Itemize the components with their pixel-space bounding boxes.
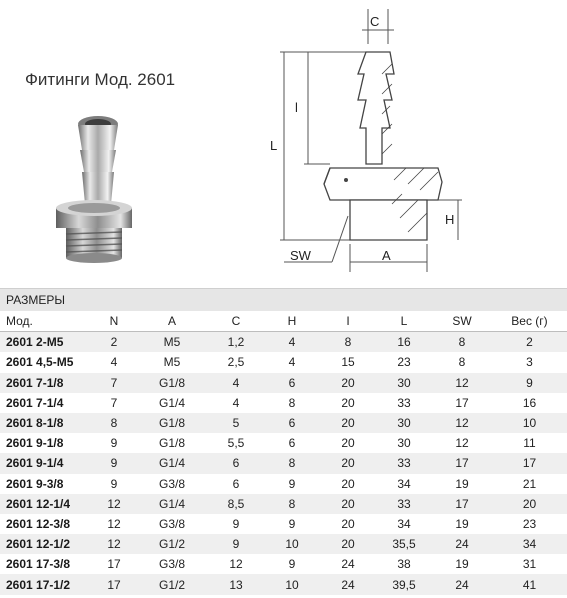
value-cell: G1/8 [136, 373, 208, 393]
model-cell: 2601 12-1/4 [0, 494, 92, 514]
value-cell: 20 [320, 534, 376, 554]
model-cell: 2601 12-3/8 [0, 514, 92, 534]
value-cell: G3/8 [136, 554, 208, 574]
value-cell: 20 [320, 413, 376, 433]
column-header: SW [432, 311, 492, 332]
value-cell: 9 [264, 474, 320, 494]
value-cell: 4 [264, 332, 320, 353]
value-cell: 20 [320, 373, 376, 393]
value-cell: 1,2 [208, 332, 264, 353]
value-cell: 10 [264, 534, 320, 554]
model-cell: 2601 8-1/8 [0, 413, 92, 433]
value-cell: 9 [208, 514, 264, 534]
value-cell: 16 [376, 332, 432, 353]
column-header: Вес (г) [492, 311, 567, 332]
dim-label-l-small: l [295, 100, 298, 115]
column-header: I [320, 311, 376, 332]
table-row [0, 352, 567, 372]
value-cell: 38 [376, 554, 432, 574]
technical-drawing [262, 4, 462, 274]
value-cell: M5 [136, 332, 208, 353]
model-cell: 2601 9-1/4 [0, 453, 92, 473]
value-cell: 9 [264, 514, 320, 534]
value-cell: 33 [376, 393, 432, 413]
value-cell: 3 [492, 352, 567, 372]
table-row [0, 332, 567, 353]
value-cell: 19 [432, 554, 492, 574]
value-cell: 20 [320, 453, 376, 473]
value-cell: 21 [492, 474, 567, 494]
value-cell: 12 [432, 433, 492, 453]
value-cell: 7 [92, 373, 136, 393]
value-cell: 5,5 [208, 433, 264, 453]
table-row [0, 514, 567, 534]
value-cell: 35,5 [376, 534, 432, 554]
value-cell: 17 [92, 554, 136, 574]
value-cell: 6 [264, 373, 320, 393]
value-cell: 16 [492, 393, 567, 413]
column-header: N [92, 311, 136, 332]
value-cell: 2,5 [208, 352, 264, 372]
model-cell: 2601 17-1/2 [0, 574, 92, 594]
value-cell: 31 [492, 554, 567, 574]
value-cell: 7 [92, 393, 136, 413]
value-cell: 9 [208, 534, 264, 554]
value-cell: 8 [264, 494, 320, 514]
value-cell: 6 [208, 474, 264, 494]
value-cell: 2 [492, 332, 567, 353]
value-cell: 6 [264, 413, 320, 433]
value-cell: 8 [432, 332, 492, 353]
value-cell: 13 [208, 574, 264, 594]
dim-label-sw: SW [290, 248, 311, 263]
value-cell: G1/2 [136, 534, 208, 554]
value-cell: 19 [432, 514, 492, 534]
value-cell: G1/4 [136, 393, 208, 413]
table-row [0, 554, 567, 574]
value-cell: 6 [208, 453, 264, 473]
dim-label-h: H [445, 212, 455, 227]
value-cell: 30 [376, 373, 432, 393]
value-cell: M5 [136, 352, 208, 372]
table-row [0, 574, 567, 594]
model-cell: 2601 4,5-M5 [0, 352, 92, 372]
dimensions-table-container [0, 288, 567, 595]
value-cell: 12 [208, 554, 264, 574]
value-cell: 4 [92, 352, 136, 372]
value-cell: 20 [320, 494, 376, 514]
model-cell: 2601 12-1/2 [0, 534, 92, 554]
value-cell: 11 [492, 433, 567, 453]
value-cell: 4 [208, 393, 264, 413]
column-header: C [208, 311, 264, 332]
column-header: Мод. [0, 311, 92, 332]
dim-label-l-big: L [270, 138, 278, 153]
value-cell: 33 [376, 453, 432, 473]
value-cell: 23 [492, 514, 567, 534]
table-row [0, 373, 567, 393]
table-row [0, 453, 567, 473]
value-cell: 9 [492, 373, 567, 393]
value-cell: 10 [492, 413, 567, 433]
table-body [0, 332, 567, 595]
value-cell: G1/4 [136, 453, 208, 473]
value-cell: 8,5 [208, 494, 264, 514]
table-row [0, 534, 567, 554]
dim-label-c: C [370, 14, 380, 29]
value-cell: 4 [208, 373, 264, 393]
table-section-title: РАЗМЕРЫ [0, 288, 567, 311]
value-cell: 8 [432, 352, 492, 372]
fitting-photo [40, 108, 135, 273]
value-cell: 34 [376, 474, 432, 494]
value-cell: 2 [92, 332, 136, 353]
value-cell: 24 [432, 534, 492, 554]
value-cell: 8 [264, 453, 320, 473]
value-cell: 17 [432, 494, 492, 514]
value-cell: 33 [376, 494, 432, 514]
value-cell: 9 [92, 474, 136, 494]
value-cell: 19 [432, 474, 492, 494]
value-cell: G1/8 [136, 433, 208, 453]
value-cell: 20 [492, 494, 567, 514]
value-cell: 30 [376, 413, 432, 433]
value-cell: G3/8 [136, 474, 208, 494]
value-cell: 10 [264, 574, 320, 594]
model-cell: 2601 9-3/8 [0, 474, 92, 494]
value-cell: 34 [492, 534, 567, 554]
table-row [0, 494, 567, 514]
model-cell: 2601 2-M5 [0, 332, 92, 353]
value-cell: G1/8 [136, 413, 208, 433]
value-cell: G1/2 [136, 574, 208, 594]
value-cell: 12 [432, 413, 492, 433]
model-cell: 2601 7-1/8 [0, 373, 92, 393]
value-cell: 12 [432, 373, 492, 393]
column-header: H [264, 311, 320, 332]
value-cell: 20 [320, 433, 376, 453]
value-cell: 17 [492, 453, 567, 473]
value-cell: 20 [320, 393, 376, 413]
value-cell: 5 [208, 413, 264, 433]
value-cell: 30 [376, 433, 432, 453]
value-cell: 17 [432, 453, 492, 473]
column-header: A [136, 311, 208, 332]
table-row [0, 433, 567, 453]
table-row [0, 413, 567, 433]
value-cell: G3/8 [136, 514, 208, 534]
dim-label-a: A [382, 248, 391, 263]
value-cell: 20 [320, 514, 376, 534]
table-header-row [0, 311, 567, 332]
value-cell: 34 [376, 514, 432, 534]
dimensions-table [0, 311, 567, 595]
value-cell: 9 [92, 433, 136, 453]
value-cell: 24 [320, 554, 376, 574]
value-cell: 24 [320, 574, 376, 594]
value-cell: 6 [264, 433, 320, 453]
value-cell: 20 [320, 474, 376, 494]
value-cell: 17 [92, 574, 136, 594]
value-cell: 8 [264, 393, 320, 413]
model-cell: 2601 7-1/4 [0, 393, 92, 413]
value-cell: 9 [92, 453, 136, 473]
value-cell: 4 [264, 352, 320, 372]
model-cell: 2601 9-1/8 [0, 433, 92, 453]
model-cell: 2601 17-3/8 [0, 554, 92, 574]
value-cell: G1/4 [136, 494, 208, 514]
value-cell: 8 [320, 332, 376, 353]
table-row [0, 474, 567, 494]
value-cell: 12 [92, 534, 136, 554]
value-cell: 23 [376, 352, 432, 372]
value-cell: 41 [492, 574, 567, 594]
table-row [0, 393, 567, 413]
page-title: Фитинги Мод. 2601 [25, 70, 176, 89]
value-cell: 24 [432, 574, 492, 594]
value-cell: 12 [92, 514, 136, 534]
value-cell: 17 [432, 393, 492, 413]
column-header: L [376, 311, 432, 332]
value-cell: 9 [264, 554, 320, 574]
value-cell: 15 [320, 352, 376, 372]
value-cell: 12 [92, 494, 136, 514]
value-cell: 8 [92, 413, 136, 433]
value-cell: 39,5 [376, 574, 432, 594]
